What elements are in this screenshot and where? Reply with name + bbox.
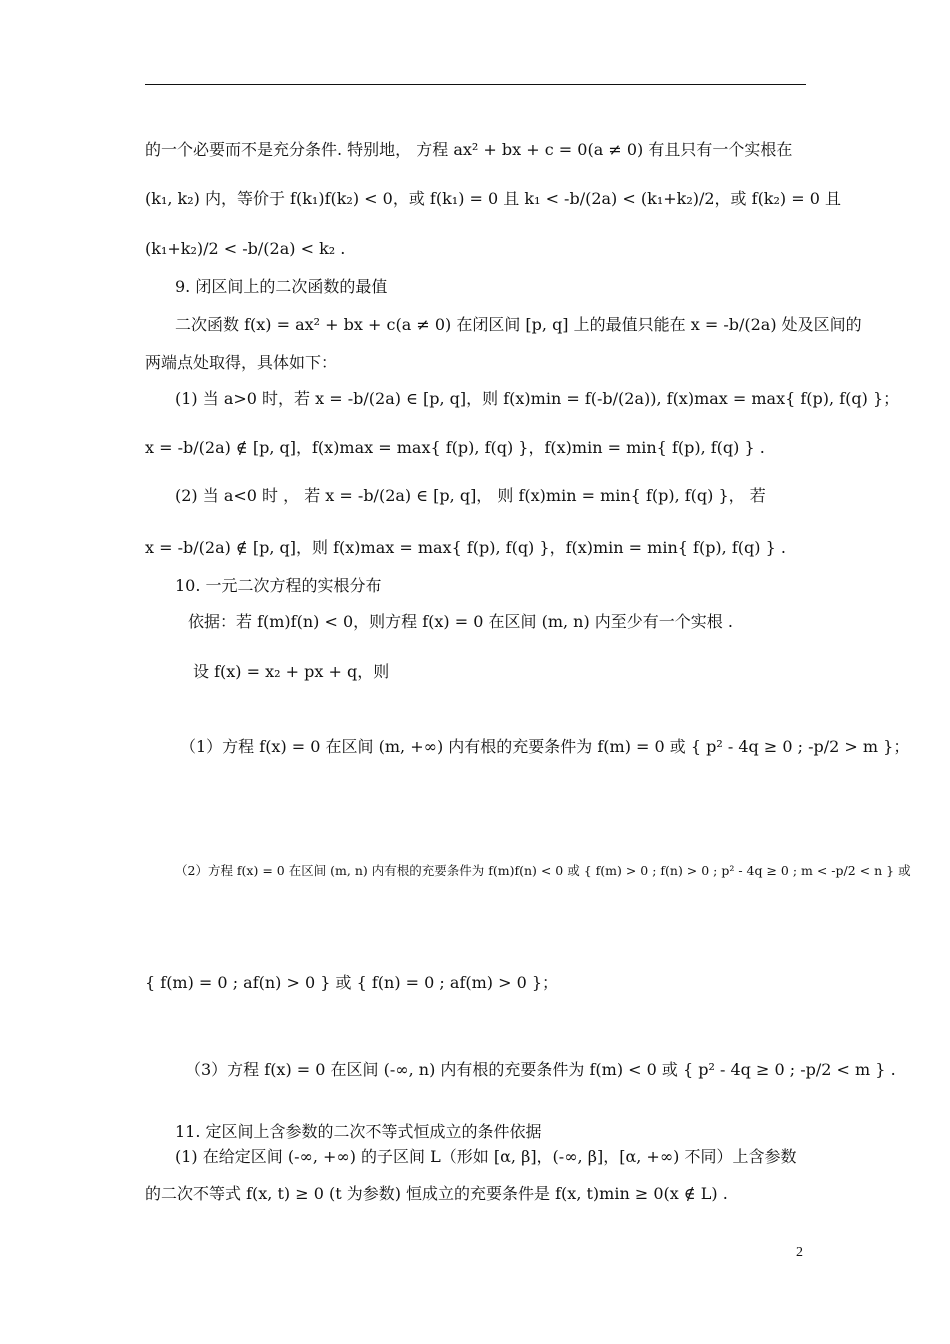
- text-line: (2) 当 a<0 时 ， 若 x = -b/(2a) ∈ [p, q]， 则 f(x)min = min{ f(p), f(q) }， 若: [175, 486, 766, 505]
- header-rule: [145, 84, 806, 85]
- text-line: 两端点处取得，具体如下：: [145, 353, 338, 372]
- text-line: 的二次不等式 f(x, t) ≥ 0 (t 为参数) 恒成立的充要条件是 f(x, t)min ≥ 0(x ∉ L) .: [145, 1184, 728, 1203]
- text-line: （1）方程 f(x) = 0 在区间 (m, +∞) 内有根的充要条件为 f(m) = 0 或 { p² - 4q ≥ 0 ; -p/2 > m }；: [180, 737, 910, 756]
- section-heading: 11. 定区间上含参数的二次不等式恒成立的条件依据: [175, 1122, 542, 1141]
- text-line: 设 f(x) = x₂ + px + q，则: [193, 662, 390, 681]
- section-heading: 9. 闭区间上的二次函数的最值: [175, 277, 388, 296]
- text-line: （3）方程 f(x) = 0 在区间 (-∞, n) 内有根的充要条件为 f(m) < 0 或 { p² - 4q ≥ 0 ; -p/2 < m } .: [185, 1060, 896, 1079]
- text-line: (1) 当 a>0 时，若 x = -b/(2a) ∈ [p, q]，则 f(x)min = f(-b/(2a)), f(x)max = max{ f(p), f(q) }；: [175, 389, 900, 408]
- text-line: 的一个必要而不是充分条件. 特别地， 方程 ax² + bx + c = 0(a ≠ 0) 有且只有一个实根在: [145, 140, 793, 159]
- text-line: （2）方程 f(x) = 0 在区间 (m, n) 内有根的充要条件为 f(m)f(n) < 0 或 { f(m) > 0 ; f(n) > 0 ; p² - 4q ≥ 0 ; m < -p/2 < n } 或: [175, 863, 911, 878]
- text-line: x = -b/(2a) ∉ [p, q]，则 f(x)max = max{ f(p), f(q) }，f(x)min = min{ f(p), f(q) } .: [145, 538, 786, 557]
- text-line: (1) 在给定区间 (-∞, +∞) 的子区间 L（形如 [α, β]，(-∞, β]，[α, +∞) 不同）上含参数: [175, 1147, 797, 1166]
- text-line: x = -b/(2a) ∉ [p, q]，f(x)max = max{ f(p), f(q) }，f(x)min = min{ f(p), f(q) } .: [145, 438, 765, 457]
- text-line: (k₁+k₂)/2 < -b/(2a) < k₂ .: [145, 239, 346, 258]
- page-number: 2: [796, 1245, 803, 1260]
- text-line: (k₁, k₂) 内，等价于 f(k₁)f(k₂) < 0，或 f(k₁) = 0 且 k₁ < -b/(2a) < (k₁+k₂)/2，或 f(k₂) = 0 且: [145, 189, 842, 208]
- text-line: 二次函数 f(x) = ax² + bx + c(a ≠ 0) 在闭区间 [p, q] 上的最值只能在 x = -b/(2a) 处及区间的: [175, 315, 862, 334]
- section-heading: 10. 一元二次方程的实根分布: [175, 576, 382, 595]
- text-line: { f(m) = 0 ; af(n) > 0 } 或 { f(n) = 0 ; af(m) > 0 }；: [145, 973, 559, 992]
- text-line: 依据：若 f(m)f(n) < 0，则方程 f(x) = 0 在区间 (m, n) 内至少有一个实根 .: [188, 612, 733, 631]
